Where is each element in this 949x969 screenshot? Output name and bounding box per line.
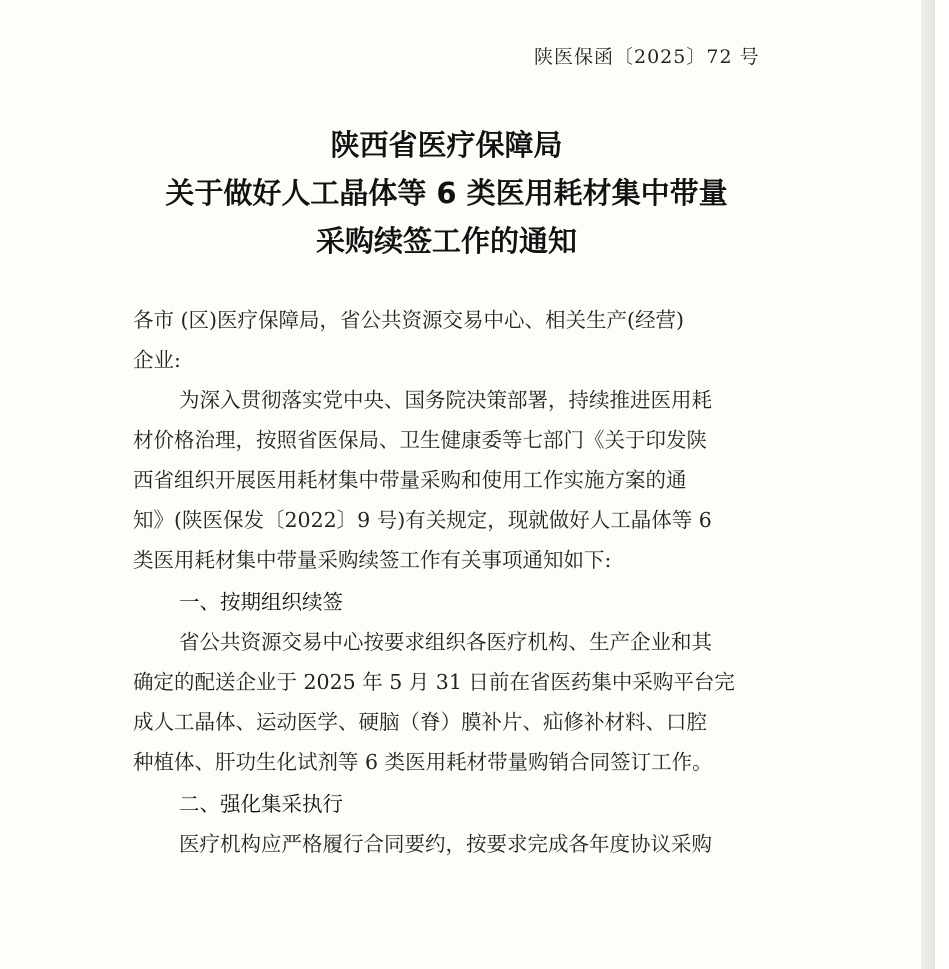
- intro-line-1: 为深入贯彻落实党中央、国务院决策部署，持续推进医用耗: [179, 388, 712, 412]
- document-number: 陕医保函〔2025〕72 号: [534, 46, 760, 68]
- section-1-heading: 一、按期组织续签: [179, 590, 343, 614]
- section-1-line-1: 省公共资源交易中心按要求组织各医疗机构、生产企业和其: [179, 630, 712, 654]
- section-2-line-1: 医疗机构应严格履行合同要约，按要求完成各年度协议采购: [179, 832, 712, 856]
- addressee-line-1: 各市 (区)医疗保障局，省公共资源交易中心、相关生产(经营): [133, 308, 685, 332]
- title-line-2: 关于做好人工晶体等 6 类医用耗材集中带量: [165, 176, 728, 210]
- title-line-3: 采购续签工作的通知: [315, 224, 577, 258]
- title-line-1: 陕西省医疗保障局: [330, 128, 563, 162]
- intro-line-2: 材价格治理，按照省医保局、卫生健康委等七部门《关于印发陕: [133, 428, 707, 452]
- section-1-line-4: 种植体、肝功生化试剂等 6 类医用耗材带量购销合同签订工作。: [133, 750, 713, 774]
- section-2-heading: 二、强化集采执行: [179, 792, 343, 816]
- section-1-line-2: 确定的配送企业于 2025 年 5 月 31 日前在省医药集中采购平台完: [133, 670, 735, 694]
- page-edge-shadow: [921, 0, 935, 969]
- addressee-line-2: 企业:: [133, 348, 181, 372]
- intro-line-4: 知》(陕医保发〔2022〕9 号)有关规定，现就做好人工晶体等 6: [133, 508, 712, 532]
- section-1-line-3: 成人工晶体、运动医学、硬脑（脊）膜补片、疝修补材料、口腔: [133, 710, 707, 734]
- intro-line-5: 类医用耗材集中带量采购续签工作有关事项通知如下:: [133, 548, 612, 572]
- intro-line-3: 西省组织开展医用耗材集中带量采购和使用工作实施方案的通: [133, 468, 687, 492]
